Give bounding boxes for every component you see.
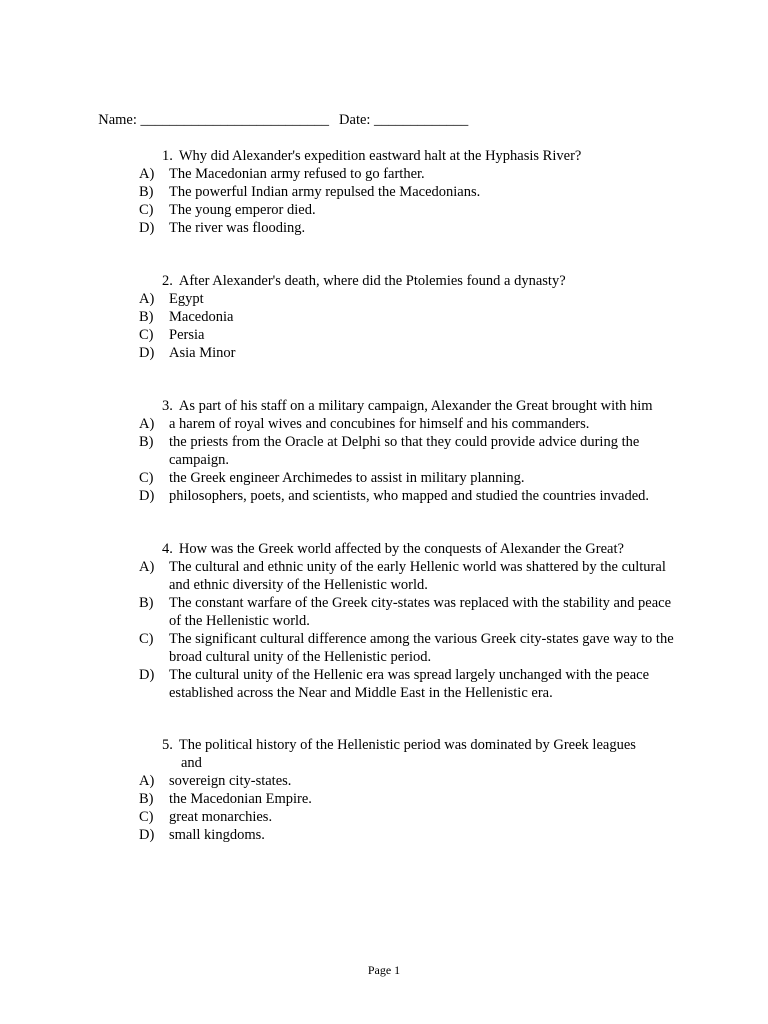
choice-letter: C)	[139, 327, 154, 343]
choice-text: philosophers, poets, and scientists, who mapped and studied the countries invaded.	[169, 488, 650, 504]
answer-choice-d[interactable]	[139, 344, 684, 362]
choice-letter: A)	[139, 166, 155, 182]
question-text: As part of his staff on a military campaign, Alexander the Great brought with him	[178, 398, 653, 414]
choice-text: The river was flooding.	[169, 220, 306, 236]
choice-letter: B)	[139, 791, 154, 807]
answer-choice-c[interactable]	[139, 469, 684, 487]
question-text: The political history of the Hellenistic period was dominated by Greek leagues	[178, 737, 636, 753]
choice-letter: D)	[139, 667, 155, 683]
choice-letter: B)	[139, 434, 154, 450]
question-5	[139, 736, 684, 844]
choice-text: Asia Minor	[169, 345, 236, 361]
question-stem	[139, 147, 684, 165]
choice-text: The Macedonian army refused to go farther.	[169, 166, 425, 182]
student-header	[91, 93, 468, 129]
choice-letter: A)	[139, 773, 155, 789]
choice-text: the priests from the Oracle at Delphi so that they could provide advice during the campaign.	[169, 434, 640, 468]
question-stem	[139, 272, 684, 290]
choice-letter: D)	[139, 220, 155, 236]
answer-choice-b[interactable]	[139, 790, 684, 808]
choice-text: small kingdoms.	[169, 827, 265, 843]
answer-choice-b[interactable]	[139, 433, 684, 469]
choice-text: Macedonia	[169, 309, 234, 325]
choice-text: the Greek engineer Archimedes to assist in military planning.	[169, 470, 525, 486]
choice-letter: C)	[139, 809, 154, 825]
answer-choice-c[interactable]	[139, 630, 684, 666]
choice-text: sovereign city-states.	[169, 773, 292, 789]
answer-choice-c[interactable]	[139, 808, 684, 826]
question-number: 3.	[162, 398, 173, 414]
question-3	[139, 397, 684, 505]
answer-choice-b[interactable]	[139, 594, 684, 630]
choice-letter: B)	[139, 309, 154, 325]
answer-choice-a[interactable]	[139, 165, 684, 183]
answer-choice-d[interactable]	[139, 487, 684, 505]
question-stem	[139, 397, 684, 415]
question-text: After Alexander's death, where did the Ptolemies found a dynasty?	[178, 273, 566, 289]
choice-text: The significant cultural difference among the various Greek city-states gave way to the broad cultural unity of the Hellenistic period.	[169, 631, 674, 665]
choice-letter: C)	[139, 631, 154, 647]
choice-text: The cultural unity of the Hellenic era was spread largely unchanged with the peace established across the Near and Middle East in the Hellenistic era.	[169, 667, 650, 701]
question-4	[139, 540, 684, 702]
choice-text: The young emperor died.	[169, 202, 316, 218]
choice-letter: C)	[139, 470, 154, 486]
question-text: Why did Alexander's expedition eastward halt at the Hyphasis River?	[178, 148, 582, 164]
choice-text: Persia	[169, 327, 205, 343]
choice-letter: B)	[139, 184, 154, 200]
question-number: 1.	[162, 148, 173, 164]
choice-letter: D)	[139, 827, 155, 843]
choice-letter: A)	[139, 559, 155, 575]
choice-text: the Macedonian Empire.	[169, 791, 312, 807]
choice-letter: A)	[139, 291, 155, 307]
choice-letter: D)	[139, 345, 155, 361]
answer-choice-b[interactable]	[139, 308, 684, 326]
choice-letter: D)	[139, 488, 155, 504]
choice-text: The powerful Indian army repulsed the Macedonians.	[169, 184, 481, 200]
question-stem	[139, 540, 684, 558]
date-field[interactable]: Date: _____________	[339, 112, 469, 128]
name-field[interactable]: Name: __________________________	[98, 112, 330, 128]
answer-choice-d[interactable]	[139, 219, 684, 237]
choice-text: The cultural and ethnic unity of the early Hellenic world was shattered by the cultural and ethnic diversity of the Hellenistic world.	[169, 559, 666, 593]
answer-choice-a[interactable]	[139, 772, 684, 790]
question-number: 4.	[162, 541, 173, 557]
answer-choice-a[interactable]	[139, 290, 684, 308]
question-1	[139, 147, 684, 237]
answer-choice-d[interactable]	[139, 666, 684, 702]
answer-choice-c[interactable]	[139, 326, 684, 344]
question-number: 5.	[162, 737, 173, 753]
question-text: How was the Greek world affected by the conquests of Alexander the Great?	[178, 541, 624, 557]
question-number: 2.	[162, 273, 173, 289]
choice-text: Egypt	[169, 291, 204, 307]
answer-choice-a[interactable]	[139, 558, 684, 594]
choice-letter: C)	[139, 202, 154, 218]
choice-text: a harem of royal wives and concubines for himself and his commanders.	[169, 416, 590, 432]
answer-choice-a[interactable]	[139, 415, 684, 433]
question-stem-continuation: and	[181, 755, 202, 771]
choice-letter: A)	[139, 416, 155, 432]
choice-letter: B)	[139, 595, 154, 611]
question-stem	[139, 736, 684, 754]
answer-choice-d[interactable]	[139, 826, 684, 844]
question-2	[139, 272, 684, 362]
answer-choice-b[interactable]	[139, 183, 684, 201]
answer-choice-c[interactable]	[139, 201, 684, 219]
choice-text: great monarchies.	[169, 809, 273, 825]
page-number: Page 1	[367, 963, 401, 977]
choice-text: The constant warfare of the Greek city-states was replaced with the stability and peace of the Hellenistic world.	[169, 595, 672, 629]
